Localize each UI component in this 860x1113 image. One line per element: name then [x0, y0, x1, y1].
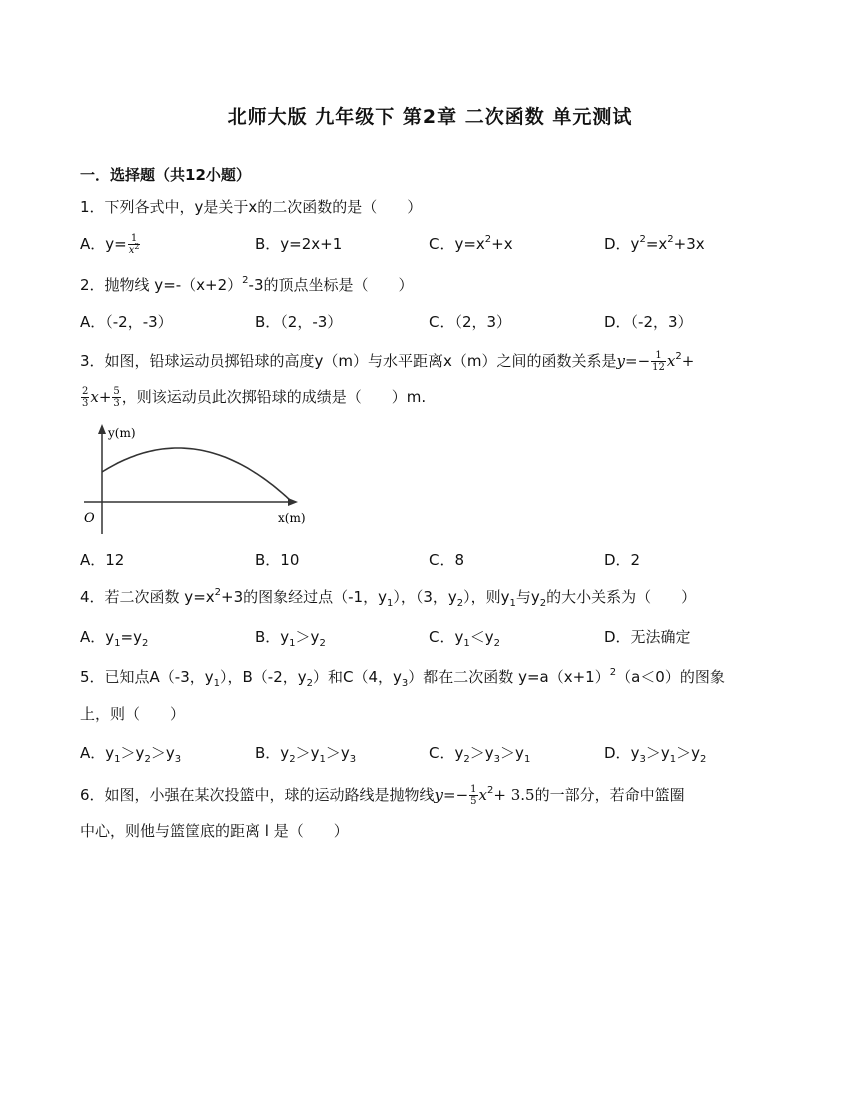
x-axis-label: x(m) — [278, 511, 306, 525]
q3-options — [80, 548, 780, 572]
q2-option-d: D．（-2，3） — [604, 313, 693, 331]
q1-options — [80, 232, 780, 256]
q5-option-d: D．$y_3>y_1>y_2$ — [604, 744, 707, 765]
q1-option-d: D．$y^2=x^2+3x$ — [604, 234, 705, 253]
q3-option-d: D．2 — [604, 551, 641, 569]
q5-option-b: B．$y_2>y_1>y_3$ — [255, 744, 357, 765]
q1-option-a: A．y= $\frac{1}{x^2}$ — [80, 233, 140, 256]
q3-stem-line2: $\frac{2}{3}$ x+ $\frac{5}{3}$ ，则该运动员此次掷铅球的成绩是（ ）m. — [82, 386, 427, 409]
q3-stem-line1: 3．如图，铅球运动员掷铅球的高度y（m）与水平距离x（m）之间的函数关系是y=− $\frac{1}{12}$ $x^2+$ — [80, 350, 695, 373]
q5-stem-line1: 5．已知点A（-3，$y_1$），B（-2，$y_2$）和C（4，$y_3$）都在二次函数 $y=a(x+1)^2(a<0)$的图象 — [80, 667, 725, 689]
q5-option-c: C．$y_2>y_3>y_1$ — [429, 744, 531, 765]
trajectory-curve — [102, 448, 292, 502]
q2-option-c: C．（2，3） — [429, 313, 512, 331]
q2-options — [80, 310, 780, 334]
q4-option-a: A．$y_1=y_2$ — [80, 628, 149, 649]
q1-stem: 1．下列各式中，y是关于x的二次函数的是（ ） — [80, 198, 423, 216]
q4-stem: 4．若二次函数 $y=x^2+3$的图象经过点（-1，$y_1$），（3，$y_2$），则$y_1$与$y_2$的大小关系为（ ） — [80, 587, 697, 609]
q6-stem-line1: 6．如图，小强在某次投篮中，球的运动路线是抛物线y=− $\frac{1}{5}$ $x^2+ 3.5$的一部分，若命中篮圈 — [80, 784, 685, 807]
q4-option-d: D．无法确定 — [604, 628, 691, 646]
q2-option-b: B．（2，-3） — [255, 313, 343, 331]
q1-option-c: C．$y=x^2+x$ — [429, 234, 513, 253]
q1-option-b: B．y=2x+1 — [255, 235, 343, 253]
q5-option-a: A．$y_1>y_2>y_3$ — [80, 744, 182, 765]
y-axis-label: y(m) — [108, 426, 136, 440]
q6-stem-line2: 中心，则他与篮筐底的距离 l 是（ ） — [80, 822, 349, 840]
q3-option-a: A．12 — [80, 551, 125, 569]
q4-option-b: B．$y_1>y_2$ — [255, 628, 326, 649]
q4-options — [80, 625, 780, 649]
q5-options — [80, 741, 780, 765]
y-axis-arrow — [98, 424, 106, 434]
q3-parabola-graph — [78, 422, 318, 542]
q5-stem-line2: 上，则（ ） — [80, 705, 186, 723]
origin-label: O — [84, 511, 95, 526]
q2-option-a: A．（-2，-3） — [80, 313, 173, 331]
q3-option-c: C．8 — [429, 551, 465, 569]
page-title: 北师大版 九年级下 第2章 二次函数 单元测试 — [227, 106, 633, 128]
section-heading: 一．选择题（共12小题） — [80, 166, 251, 184]
q3-option-b: B．10 — [255, 551, 300, 569]
q4-option-c: C．$y_1<y_2$ — [429, 628, 500, 649]
q2-stem: 2．抛物线 $y=-(x+2)^2-3$的顶点坐标是（ ） — [80, 275, 414, 294]
